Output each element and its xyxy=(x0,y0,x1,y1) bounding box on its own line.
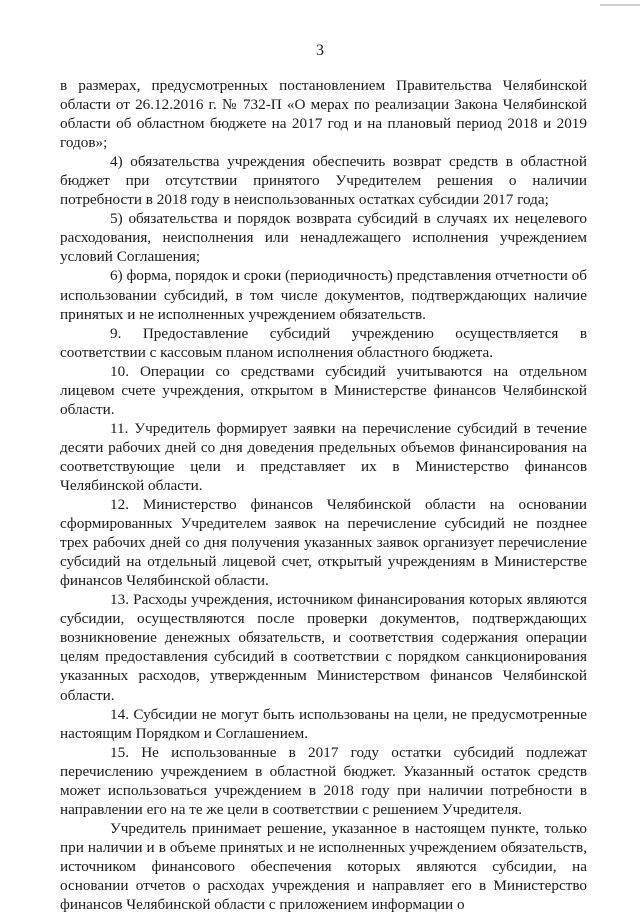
paragraph-15: 15. Не использованные в 2017 году остатки субсидий подлежат перечислению учреждением в областной бюджет. Указанный остаток средств может использоваться учреждением в 2018 году при наличии потребности в направлении его на те же цели в соответствии с решением Учредителя. xyxy=(60,743,587,818)
paragraph-item-4: 4) обязательства учреждения обеспечить возврат средств в областной бюджет при отсутствии принятого Учредителем решения о наличии потребности в 2018 году в неиспользованных остатках субсидии 2017 года; xyxy=(60,153,587,209)
paragraph-13: 13. Расходы учреждения, источником финансирования которых являются субсидии, осуществляются после проверки документов, подтверждающих возникновение денежных обязательств, и соответствия содержания операции целям предоставления субсидий в соответствии с порядком санкционирования указанных расходов, утвержденным Министерством финансов Челябинской области. xyxy=(60,591,587,704)
paragraph-14: 14. Субсидии не могут быть использованы на цели, не предусмотренные настоящим Порядком и Соглашением. xyxy=(60,705,587,742)
paragraph-item-6: 6) форма, порядок и сроки (периодичность) представления отчетности об использовании субсидий, в том числе документов, подтверждающих наличие принятых и не исполненных учреждением обязательств. xyxy=(60,267,587,323)
paragraph-11: 11. Учредитель формирует заявки на перечисление субсидий в течение десяти рабочих дней со дня доведения предельных объемов финансирования на соответствующие цели и представляет их в Министерство финансов Челябинской области. xyxy=(60,419,587,494)
paragraph-10: 10. Операции со средствами субсидий учитываются на отдельном лицевом счете учреждения, открытом в Министерстве финансов Челябинской области. xyxy=(60,362,587,418)
paragraph-12: 12. Министерство финансов Челябинской области на основании сформированных Учредителем заявок на перечисление субсидий не позднее трех рабочих дней со дня получения указанных заявок организует перечисление субсидий на отдельный лицевой счет, открытый учреждениям в Министерстве финансов Челябинской области. xyxy=(60,496,587,590)
paragraph-9: 9. Предоставление субсидий учреждению осуществляется в соответствии с кассовым планом исполнения областного бюджета. xyxy=(60,324,587,361)
document-body xyxy=(60,76,587,914)
paragraph-15-continued: Учредитель принимает решение, указанное в настоящем пункте, только при наличии и в объеме принятых и не исполненных учреждением обязательств, источником финансового обеспечения которых являются субсидии, на основании отчетов о расходах учреждения и направляет его в Министерство финансов Челябинской области с приложением информации о xyxy=(60,819,587,914)
paragraph-item-5: 5) обязательства и порядок возврата субсидий в случаях их нецелевого расходования, неисполнения или ненадлежащего исполнения учреждением условий Соглашения; xyxy=(60,210,587,266)
scan-corner-mark xyxy=(600,4,640,6)
page-number: 3 xyxy=(316,42,324,59)
paragraph-continuation: в размерах, предусмотренных постановлением Правительства Челябинской области от 26.12.2016 г. № 732-П «О мерах по реализации Закона Челябинской области об областном бюджете на 2017 год и на плановый период 2018 и 2019 годов»; xyxy=(60,77,587,152)
